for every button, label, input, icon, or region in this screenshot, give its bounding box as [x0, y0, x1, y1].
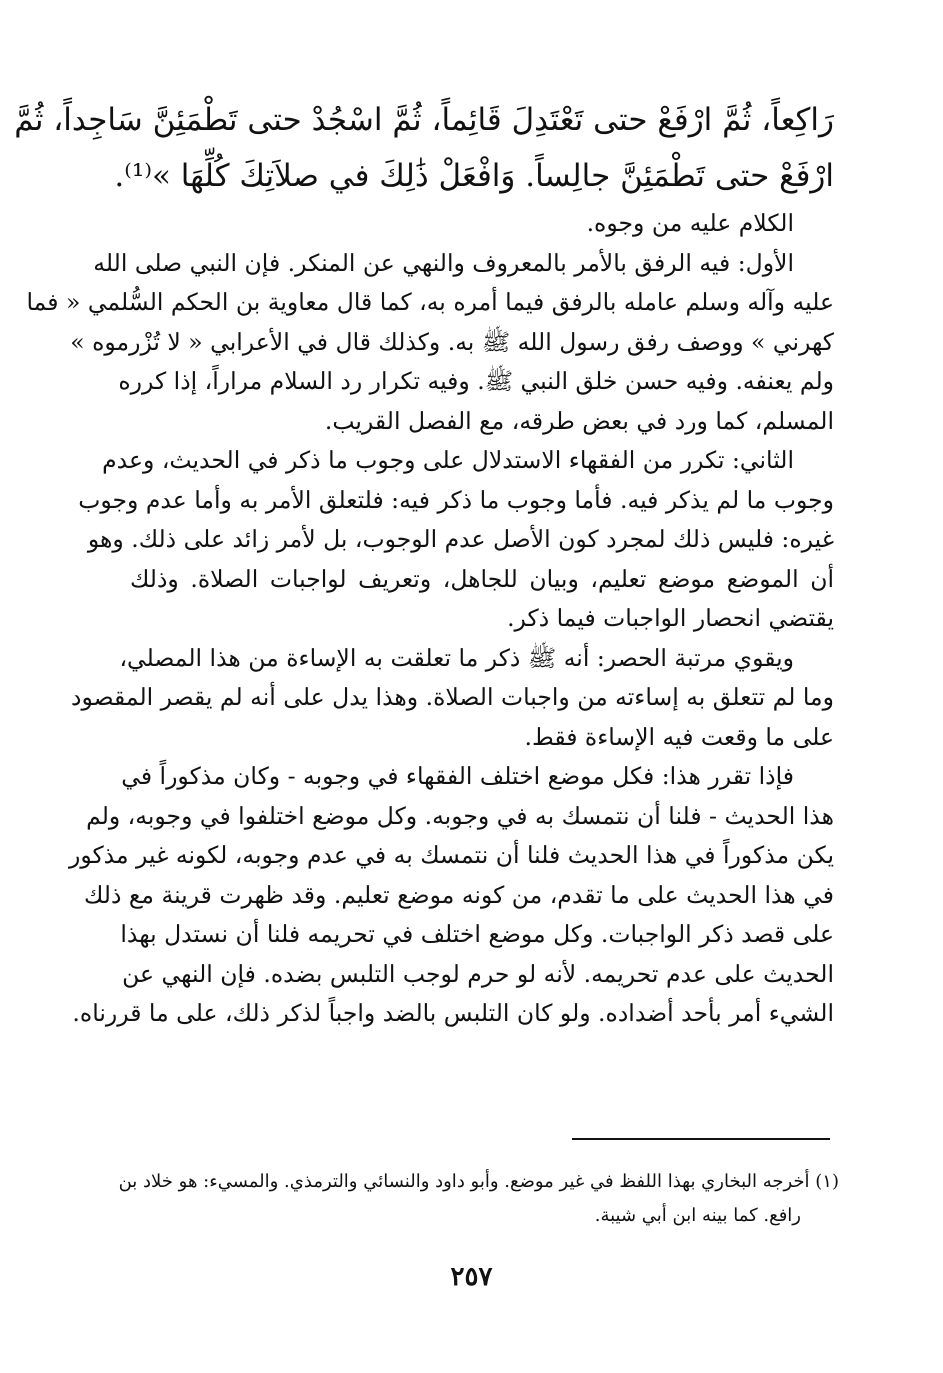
text-line: الثاني: تكرر من الفقهاء الاستدلال على وجوب ما ذكر في الحديث، وعدم	[102, 446, 794, 474]
text-line: ويقوي مرتبة الحصر: أنه ﷺ ذكر ما تعلقت به الإساءة من هذا المصلي،	[119, 643, 794, 672]
text-line: الأول: فيه الرفق بالأمر بالمعروف والنهي عن المنكر. فإن النبي صلى الله	[93, 248, 794, 277]
footnote-line: رافع. كما بينه ابن أبي شيبة.	[594, 1205, 801, 1226]
text-line: وجوب ما لم يذكر فيه. فأما وجوب ما ذكر فيه: فلتعلق الأمر به وأما عدم وجوب	[78, 485, 834, 514]
text-line: يقتضي انحصار الواجبات فيما ذكر.	[507, 604, 834, 632]
text-line: على ما وقعت فيه الإساءة فقط.	[524, 722, 834, 751]
text-line: في هذا الحديث على ما تقدم، من كونه موضع تعليم. وقد ظهرت قرينة مع ذلك	[84, 880, 834, 909]
text-line: وما لم تتعلق به إساءته من واجبات الصلاة. وهذا يدل على أنه لم يقصر المقصود	[71, 683, 834, 711]
text-line: غيره: فليس ذلك لمجرد كون الأصل عدم الوجوب، بل لأمر زائد على ذلك. وهو	[87, 525, 834, 553]
text-line: كهرني » ووصف رفق رسول الله ﷺ به. وكذلك قال في الأعرابي « لا تُزْرموه »	[70, 327, 834, 356]
page-body	[14, 92, 834, 1034]
text-line: المسلم، كما ورد في بعض طرقه، مع الفصل القريب.	[324, 406, 834, 435]
footnote-line: (١) أخرجه البخاري بهذا اللفظ في غير موضع. وأبو داود والنسائي والترمذي. والمسيء: هو خلاد بن	[118, 1171, 839, 1192]
text-line: الشيء أمر بأحد أضداده. ولو كان التلبس بالضد واجباً لذكر ذلك، على ما قررناه.	[72, 999, 834, 1027]
paragraph-first-aspect	[26, 244, 834, 442]
text-line: الحديث على عدم تحريمه. لأنه لو حرم لوجب التلبس بضده. فإن النهي عن	[122, 959, 834, 988]
hadith-text	[14, 92, 834, 204]
footnote-divider	[572, 1138, 830, 1140]
paragraph-second-aspect	[78, 441, 834, 639]
text-line: ولم يعنفه. وفيه حسن خلق النبي ﷺ. وفيه تكرار رد السلام مراراً، إذا كرره	[118, 367, 834, 395]
text-line: هذا الحديث - فلنا أن نتمسك به في وجوبه. وكل موضع اختلفوا في وجوبه، ولم	[86, 801, 834, 830]
text-line: الكلام عليه من وجوه.	[586, 209, 794, 237]
text-line: أن الموضع موضع تعليم، وبيان للجاهل، وتعريف لواجبات الصلاة. وذلك	[130, 564, 834, 593]
text-line: عليه وآله وسلم عامله بالرفق فيما أمره به، كما قال معاوية بن الحكم السُّلمي « فما	[26, 288, 834, 316]
hadith-line: ارْفَعْ حتى تَطْمَئِنَّ جالِساً. وَافْعَلْ ذَٰلِكَ في صلاَتِكَ كُلِّهَا »⁽¹⁾.	[114, 158, 834, 194]
paragraph-intro	[130, 204, 834, 244]
paragraph-restriction	[71, 639, 834, 758]
paragraph-conclusion	[68, 757, 834, 1034]
text-line: على قصد ذكر الواجبات. وكل موضع اختلف في تحريمه فلنا أن نستدل بهذا	[120, 920, 834, 948]
page-number: ٢٥٧	[450, 1262, 493, 1292]
footnotes	[118, 1165, 839, 1233]
hadith-line: رَاكِعاً، ثُمَّ ارْفَعْ حتى تَعْتَدِلَ قَائِماً، ثُمَّ اسْجُدْ حتى تَطْمَئِنَّ سَاجِداً، ثُمَّ	[14, 102, 834, 138]
text-line: فإذا تقرر هذا: فكل موضع اختلف الفقهاء في وجوبه - وكان مذكوراً في	[121, 762, 794, 790]
main-text	[26, 204, 834, 1034]
text-line: يكن مذكوراً في هذا الحديث فلنا أن نتمسك به في عدم وجوبه، لكونه غير مذكور	[68, 841, 834, 869]
